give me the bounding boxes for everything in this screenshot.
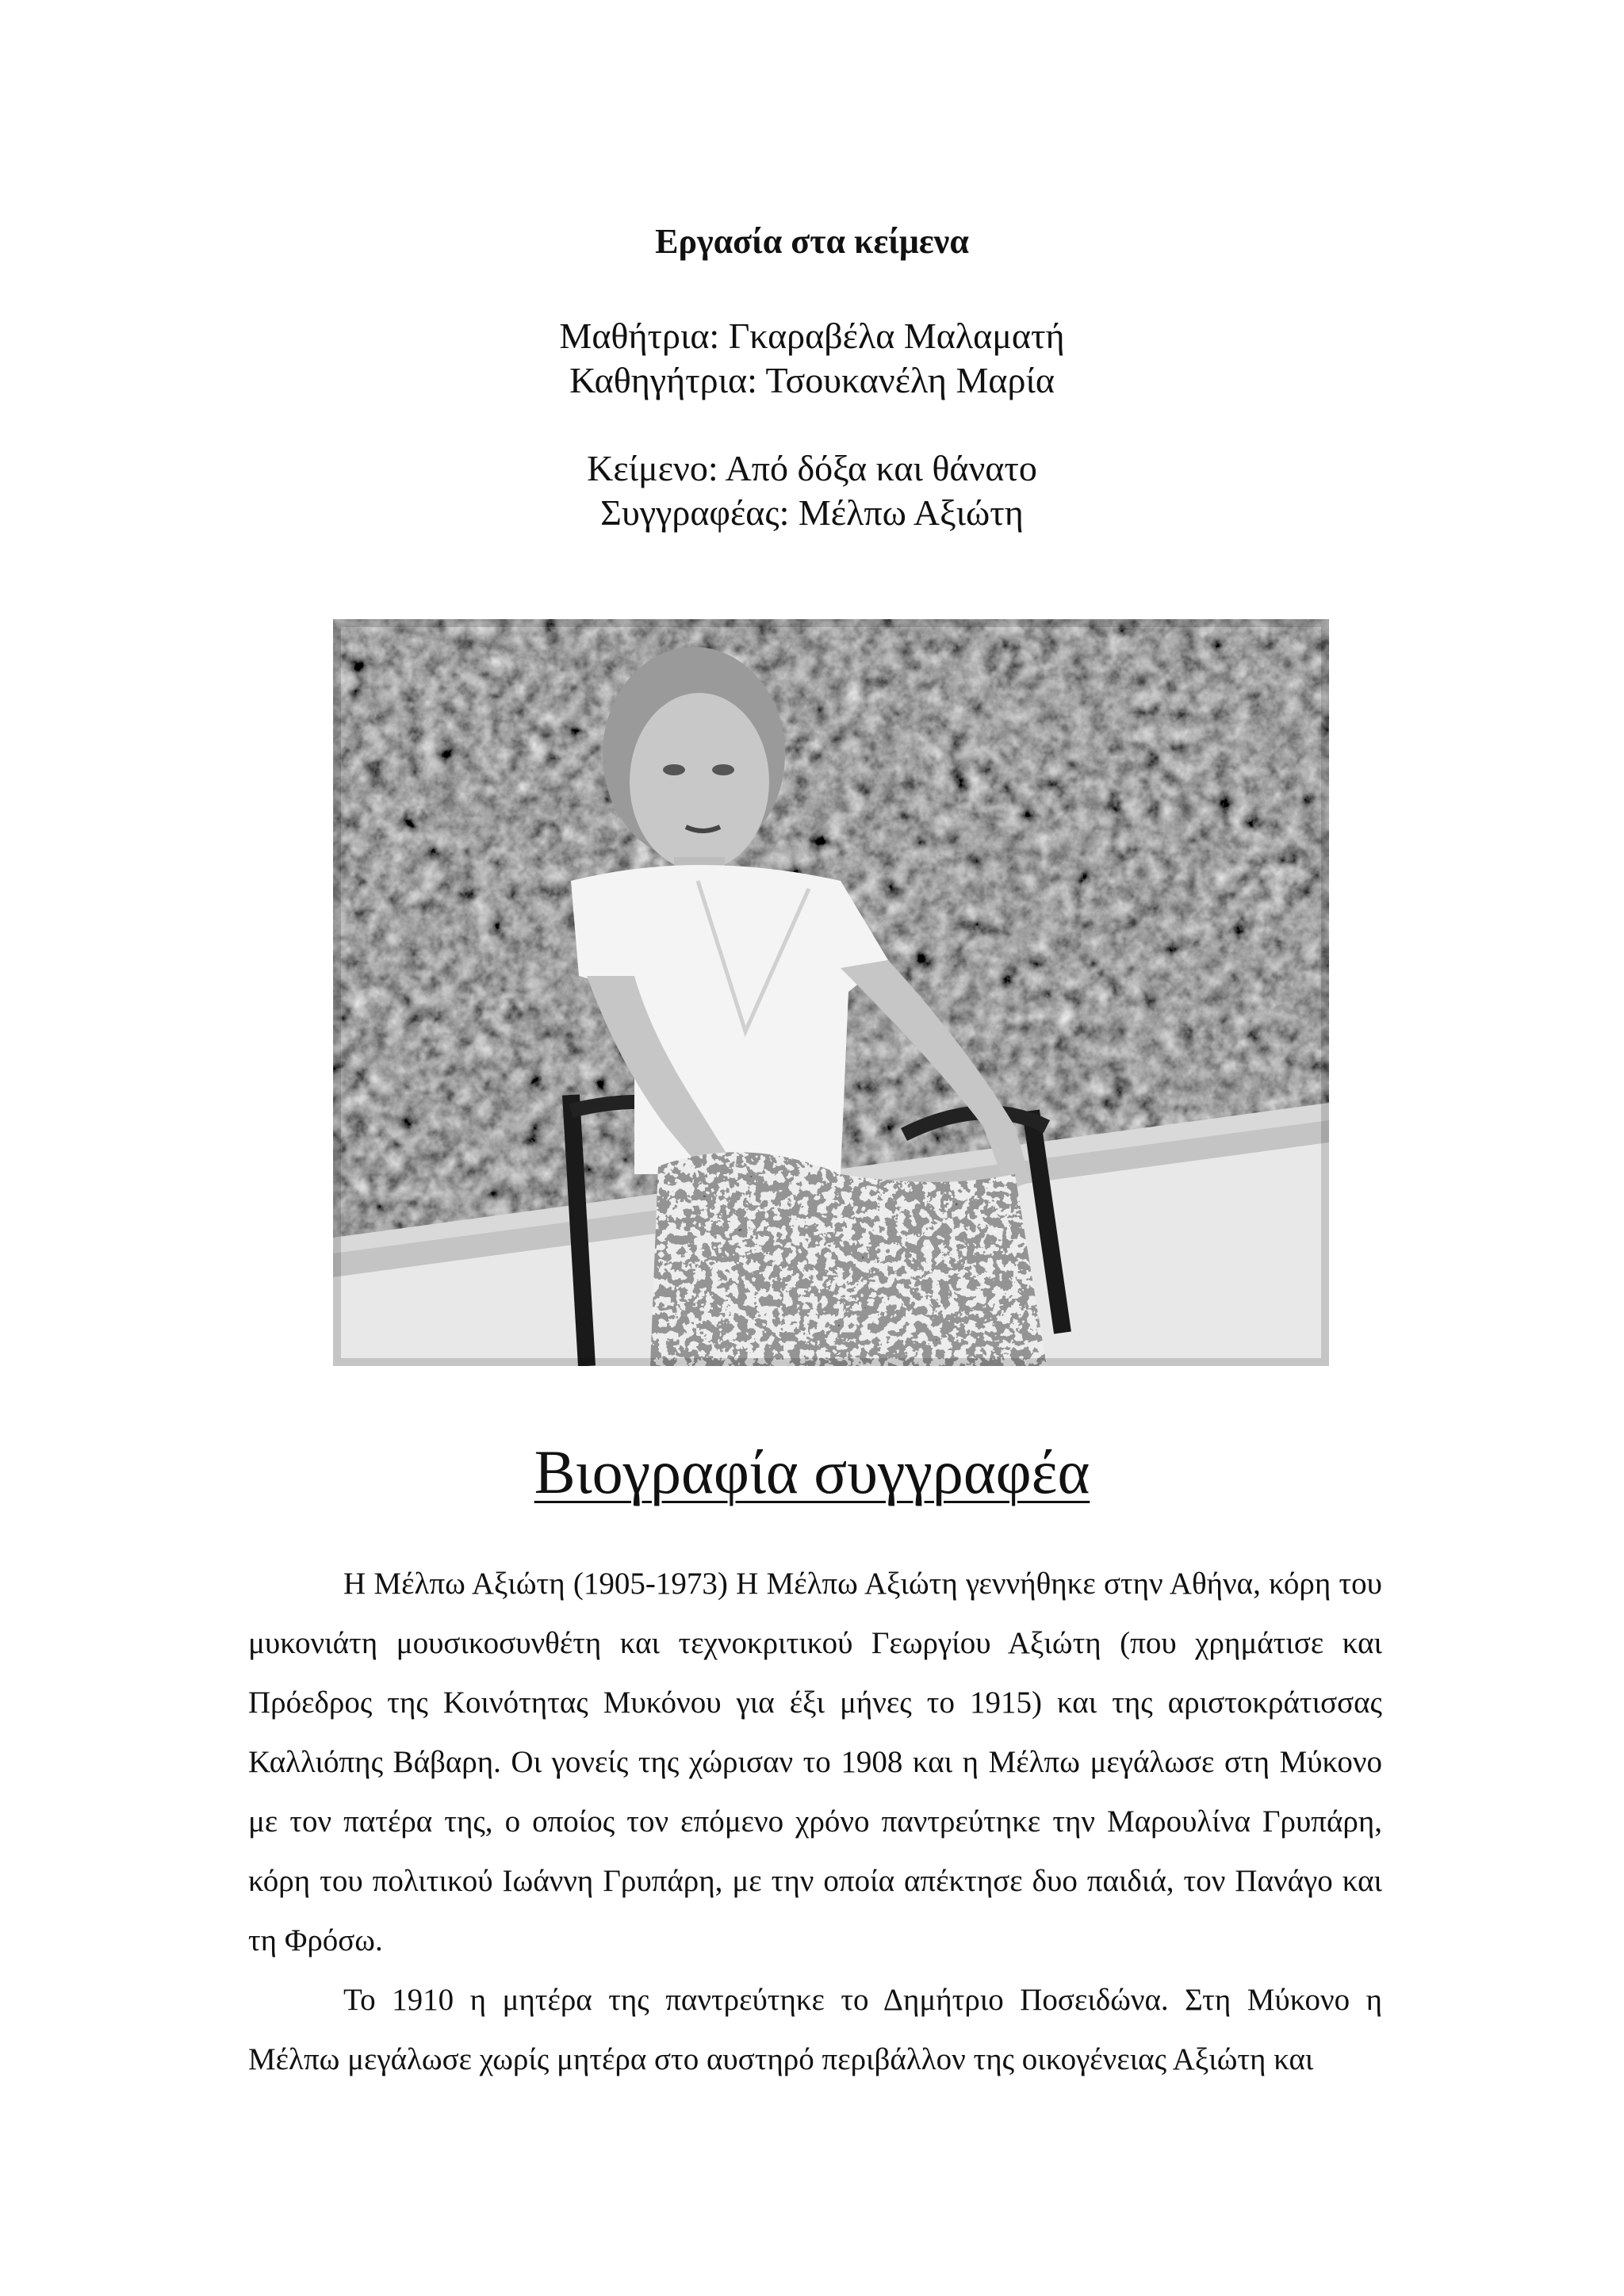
- biography-heading: Βιογραφία συγγραφέα: [534, 1437, 1090, 1506]
- biography-body: [248, 1554, 1382, 2089]
- document-title: Εργασία στα κείμενα: [655, 222, 969, 261]
- author-name: Συγγραφέας: Μέλπω Αξιώτη: [600, 492, 1024, 533]
- author-photo-image: [333, 619, 1329, 1366]
- biography-paragraph: Η Μέλπω Αξιώτη (1905-1973) Η Μέλπω Αξιώτη γεννήθηκε στην Αθήνα, κόρη του μυκονιάτη μουσικοσυνθέτη και τεχνοκριτικού Γεωργίου Αξιώτη (που χρημάτισε και Πρόεδρος της Κοινότητας Μυκόνου για έξι μήνες το 1915) και της αριστοκράτισσας Καλλιόπης Βάβαρη. Οι γονείς της χώρισαν το 1908 και η Μέλπω μεγάλωσε στη Μύκονο με τον πατέρα της, ο οποίος τον επόμενο χρόνο παντρεύτηκε την Μαρουλίνα Γρυπάρη, κόρη του πολιτικού Ιωάννη Γρυπάρη, με την οποία απέκτησε δυο παιδιά, τον Πανάγο και τη Φρόσω.: [248, 1567, 1382, 1957]
- biography-paragraph: Το 1910 η μητέρα της παντρεύτηκε το Δημήτριο Ποσειδώνα. Στη Μύκονο η Μέλπω μεγάλωσε χωρίς μητέρα στο αυστηρό περιβάλλον της οικογένειας Αξιώτη και: [248, 1983, 1382, 2076]
- teacher-name: Καθηγήτρια: Τσουκανέλη Μαρία: [569, 360, 1055, 400]
- text-title: Κείμενο: Από δόξα και θάνατο: [587, 448, 1037, 488]
- student-name: Μαθήτρια: Γκαραβέλα Μαλαματή: [559, 316, 1065, 356]
- author-photo: [333, 619, 1329, 1366]
